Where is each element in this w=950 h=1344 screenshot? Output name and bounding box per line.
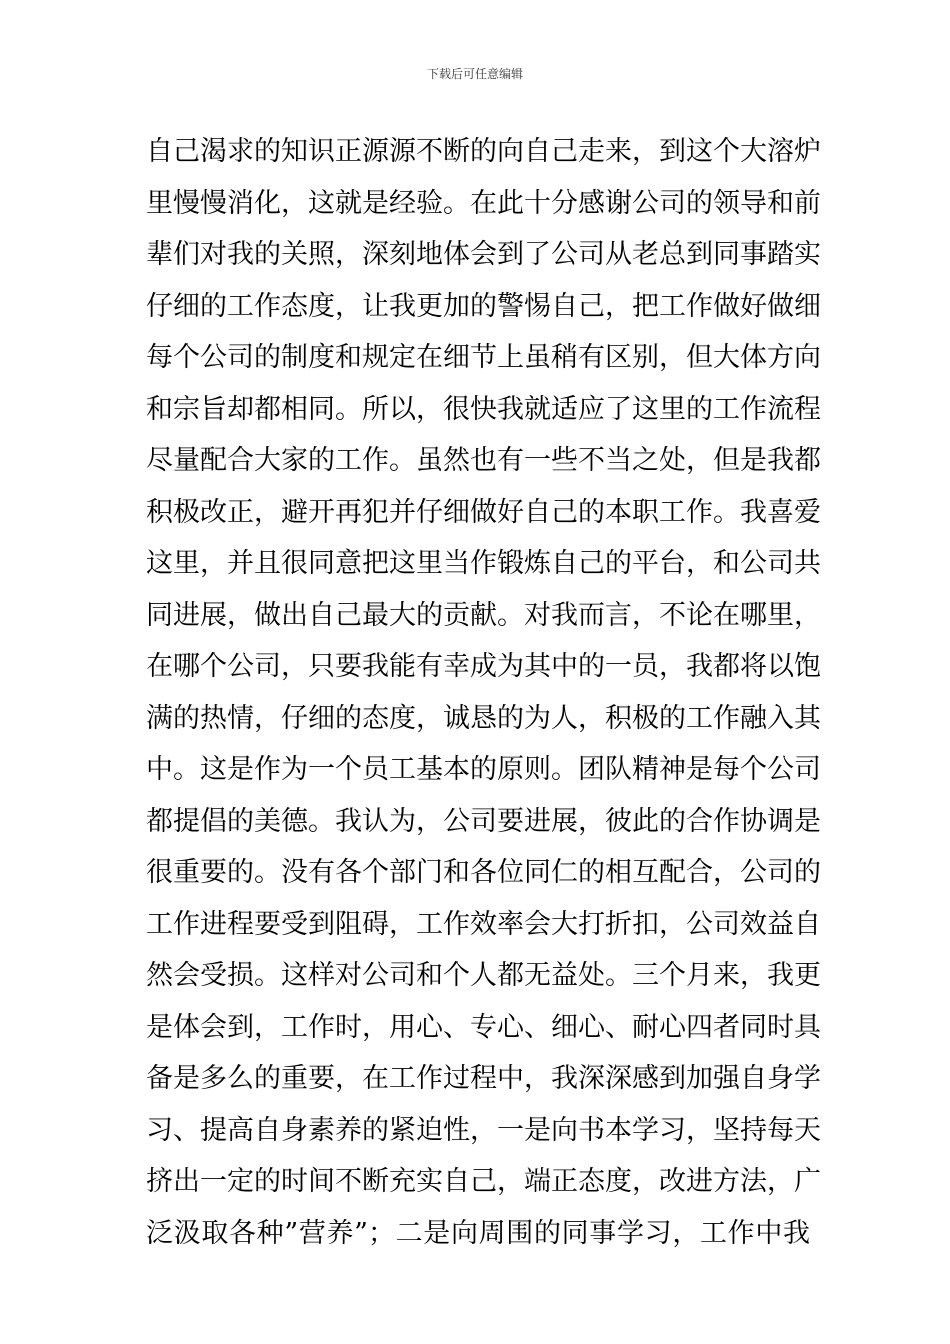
text-line: 工作进程要受到阻碍，工作效率会大打折扣，公司效益自: [146, 908, 821, 940]
text-line: 和宗旨却都相同。所以，很快我就适应了这里的工作流程: [146, 393, 821, 425]
text-line: 自己渴求的知识正源源不断的向自己走来，到这个大溶炉: [146, 136, 821, 167]
text-line: 里慢慢消化，这就是经验。在此十分感谢公司的领导和前: [146, 187, 821, 219]
text-line: 这里，并且很同意把这里当作锻炼自己的平台，和公司共: [146, 548, 821, 579]
text-line: 仔细的工作态度，让我更加的警惕自己，把工作做好做细: [146, 290, 821, 322]
text-line: 备是多么的重要，在工作过程中，我深深感到加强自身学: [146, 1063, 821, 1094]
text-line: 积极改正，避开再犯并仔细做好自己的本职工作。我喜爱: [146, 496, 821, 528]
text-line: 每个公司的制度和规定在细节上虽稍有区别，但大体方向: [146, 342, 821, 373]
text-line: 泛汲取各种”营养”；二是向周围的同事学习，工作中我: [146, 1217, 810, 1249]
text-line: 都提倡的美德。我认为，公司要进展，彼此的合作协调是: [146, 805, 821, 837]
page-header: 下载后可任意编辑: [426, 67, 523, 81]
text-line: 习、提高自身素养的紧迫性，一是向书本学习，坚持每天: [146, 1114, 821, 1146]
text-line: 辈们对我的关照，深刻地体会到了公司从老总到同事踏实: [146, 239, 821, 270]
text-line: 中。这是作为一个员工基本的原则。团队精神是每个公司: [146, 754, 821, 785]
text-line: 在哪个公司，只要我能有幸成为其中的一员，我都将以饱: [146, 651, 821, 682]
text-line: 尽量配合大家的工作。虽然也有一些不当之处，但是我都: [146, 445, 821, 476]
text-line: 是体会到，工作时，用心、专心、细心、耐心四者同时具: [146, 1011, 821, 1043]
body-text: [146, 126, 821, 1259]
text-line: 然会受损。这样对公司和个人都无益处。三个月来，我更: [146, 960, 821, 991]
text-line: 挤出一定的时间不断充实自己，端正态度，改进方法，广: [146, 1166, 821, 1197]
text-line: 满的热情，仔细的态度，诚恳的为人，积极的工作融入其: [146, 702, 821, 734]
text-line: 同进展，做出自己最大的贡献。对我而言，不论在哪里，: [146, 599, 821, 631]
text-line: 很重要的。没有各个部门和各位同仁的相互配合，公司的: [146, 857, 821, 888]
